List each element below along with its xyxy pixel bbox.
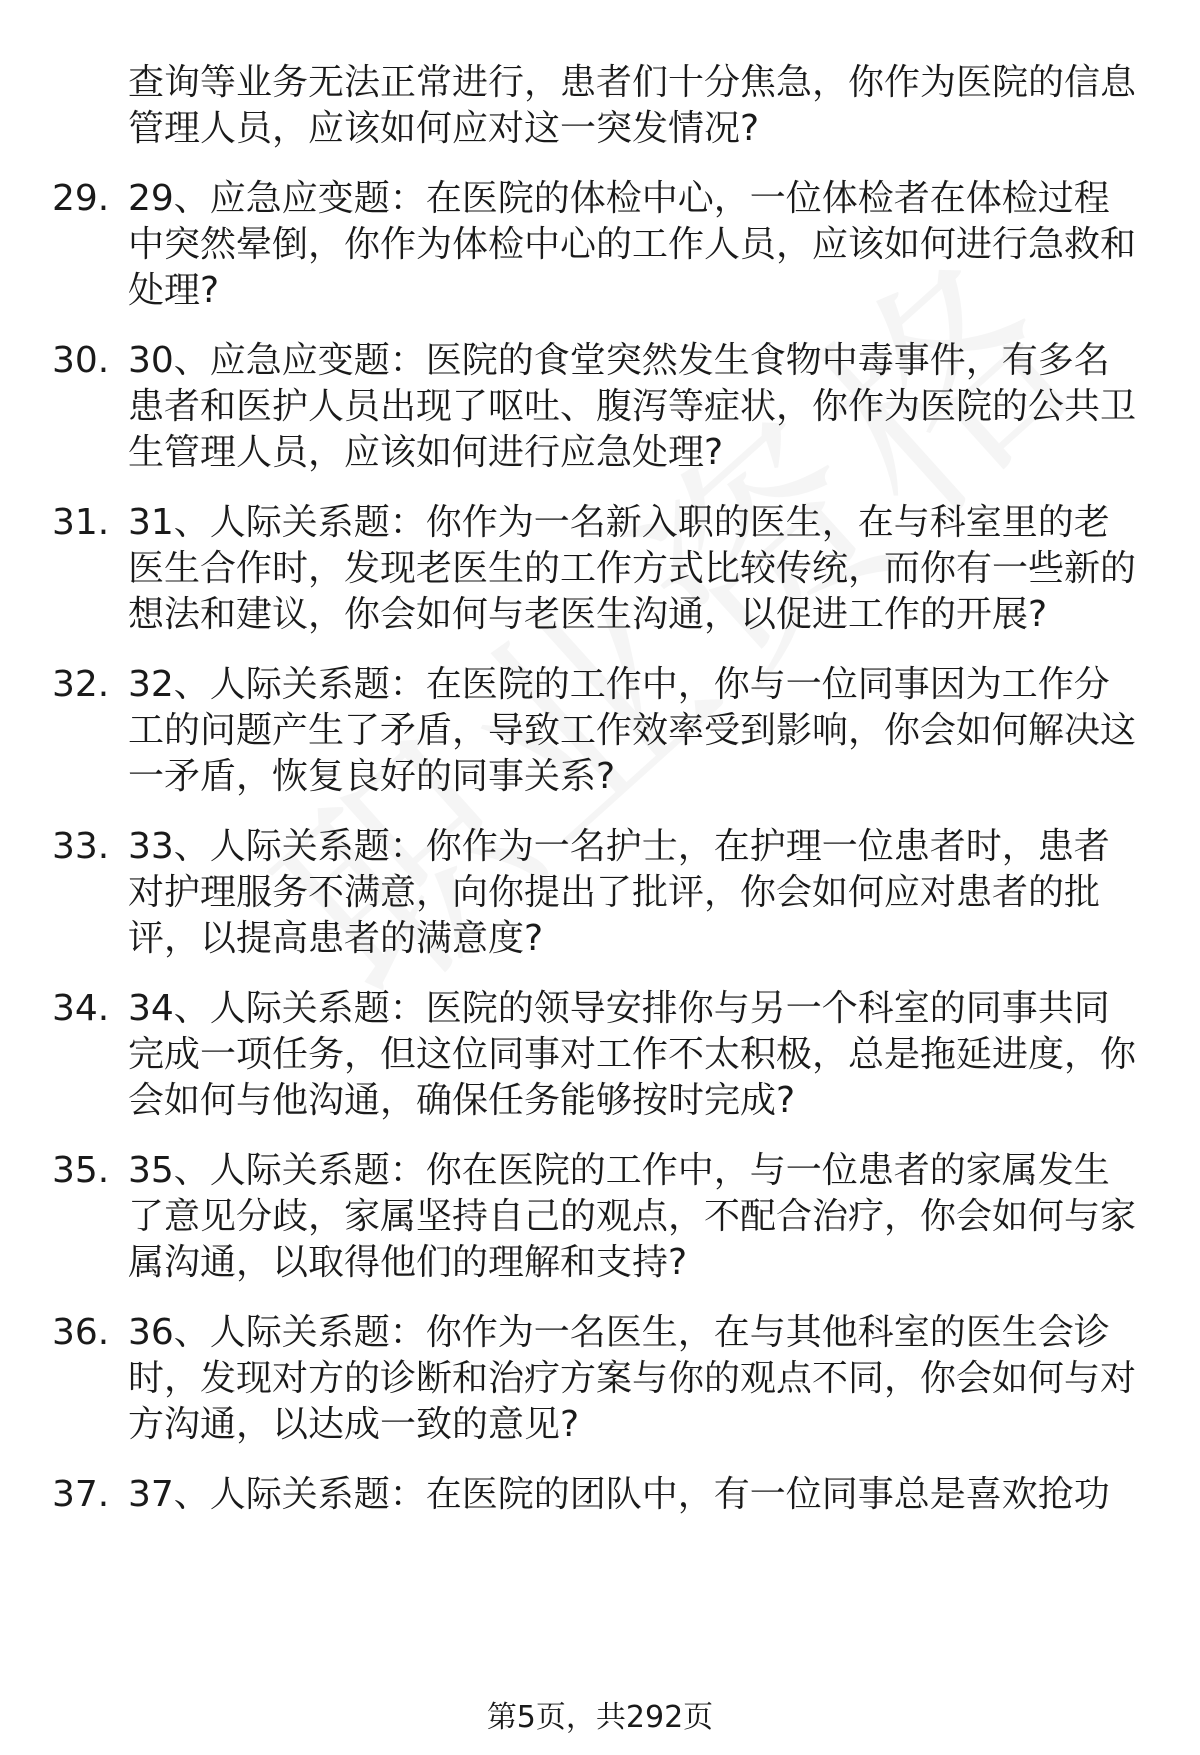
question-number: 37. — [52, 1474, 110, 1515]
question-text: 33、人际关系题：你作为一名护士，在护理一位患者时，患者对护理服务不满意，向你提出了批评，你会如何应对患者的批评，以提高患者的满意度? — [128, 826, 1110, 959]
question-number: 29. — [52, 178, 110, 219]
question-text: 32、人际关系题：在医院的工作中，你与一位同事因为工作分工的问题产生了矛盾，导致工作效率受到影响，你会如何解决这一矛盾，恢复良好的同事关系? — [128, 664, 1137, 797]
question-number: 35. — [52, 1150, 110, 1191]
question-number: 31. — [52, 502, 110, 543]
question-text: 36、人际关系题：你作为一名医生，在与其他科室的医生会诊时，发现对方的诊断和治疗方案与你的观点不同，你会如何与对方沟通，以达成一致的意见? — [128, 1312, 1137, 1445]
question-text: 37、人际关系题：在医院的团队中，有一位同事总是喜欢抢功 — [128, 1474, 1110, 1515]
continuation-text: 查询等业务无法正常进行，患者们十分焦急，你作为医院的信息管理人员，应该如何应对这一突发情况? — [128, 62, 1137, 149]
question-text: 29、应急应变题：在医院的体检中心，一位体检者在体检过程中突然晕倒，你作为体检中心的工作人员，应该如何进行急救和处理? — [128, 178, 1137, 311]
question-text: 31、人际关系题：你作为一名新入职的医生，在与科室里的老医生合作时，发现老医生的工作方式比较传统，而你有一些新的想法和建议，你会如何与老医生沟通，以促进工作的开展? — [128, 502, 1137, 635]
question-number: 34. — [52, 988, 110, 1029]
page-footer: 第5页，共292页 — [486, 1700, 714, 1735]
question-text: 35、人际关系题：你在医院的工作中，与一位患者的家属发生了意见分歧，家属坚持自己的观点，不配合治疗，你会如何与家属沟通，以取得他们的理解和支持? — [128, 1150, 1137, 1283]
question-number: 32. — [52, 664, 110, 705]
question-number: 30. — [52, 340, 110, 381]
question-text: 30、应急应变题：医院的食堂突然发生食物中毒事件，有多名患者和医护人员出现了呕吐、腹泻等症状，你作为医院的公共卫生管理人员，应该如何进行应急处理? — [128, 340, 1137, 473]
question-number: 33. — [52, 826, 110, 867]
question-text: 34、人际关系题：医院的领导安排你与另一个科室的同事共同完成一项任务，但这位同事对工作不太积极，总是拖延进度，你会如何与他沟通，确保任务能够按时完成? — [128, 988, 1137, 1121]
question-number: 36. — [52, 1312, 110, 1353]
